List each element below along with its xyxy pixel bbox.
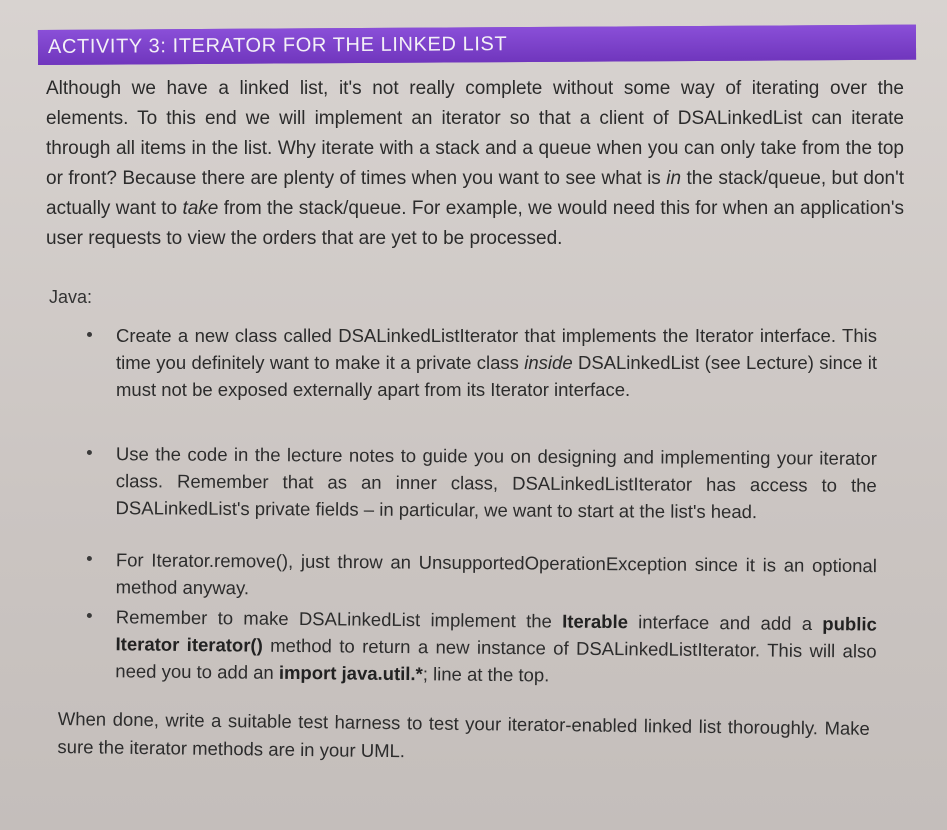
bullet-4-text-part-2: interface and add a	[627, 611, 823, 635]
bullet-icon	[87, 613, 92, 618]
list-item-text	[116, 546, 877, 607]
bullet-4-bold-iterable: Iterable	[562, 610, 629, 633]
bullet-1-text-part-1: Create a new class called DSALinkedListIterator that implements the Iterator interface. This time you definitely want to make it a private class	[116, 325, 877, 373]
activity-title: ACTIVITY 3: ITERATOR FOR THE LINKED LIST	[47, 33, 508, 58]
bullet-icon	[87, 450, 92, 455]
bullet-icon	[87, 556, 92, 561]
intro-text-part-2: the stack/queue, but don't actually want to	[46, 168, 904, 219]
list-item-text	[115, 603, 877, 700]
intro-paragraph	[46, 74, 904, 254]
bullet-3-text: For Iterator.remove(), just throw an UnsupportedOperationException since it is an optional method anyway.	[115, 549, 877, 599]
bullet-icon	[87, 332, 92, 337]
bullet-1-emphasis-inside: inside	[524, 352, 573, 373]
intro-text-part-1: Although we have a linked list, it's not really complete without some way of iterating over the elements. To this end we will implement an iterator so that a client of DSALinkedList can iterate through all items in the list. Why iterate with a stack and a queue when you can only take from the top or front? Because there are plenty of times when you want to see what is	[46, 78, 904, 189]
closing-paragraph: When done, write a suitable test harness to test your iterator-enabled linked list thoroughly. Make sure the iterator methods are in your UML.	[57, 707, 870, 762]
intro-emphasis-take: take	[182, 198, 219, 219]
bullet-1-text-part-2: DSALinkedList (see Lecture) since it must not be exposed externally apart from its Iterator interface.	[116, 352, 877, 400]
bullet-4-bold-method-signature: public Iterator iterator()	[115, 613, 877, 656]
java-section-label: Java:	[49, 287, 93, 307]
list-item	[87, 440, 877, 523]
activity-header-bar	[38, 25, 916, 65]
intro-text-part-3: from the stack/queue. For example, we would need this for when an application's user requests to view the orders that are yet to be processed.	[46, 198, 904, 249]
bullet-2-text: Use the code in the lecture notes to guide you on designing and implementing your iterator class. Remember that as an inner class, DSALinkedListIterator has access to the DSALinkedList's private fields – in particular, we want to start at the list's head.	[115, 443, 877, 523]
list-item-text	[115, 440, 877, 555]
intro-emphasis-in: in	[666, 168, 682, 189]
bullet-4-bold-import: import java.util.*	[278, 661, 423, 685]
list-item-text	[116, 322, 877, 432]
bullet-4-text-part-4: ; line at the top.	[422, 663, 550, 686]
bullet-4-text-part-3: method to return a new instance of DSALinkedListIterator. This will also need you to add an	[115, 634, 877, 683]
bullet-4-text-part-1: Remember to make DSALinkedList implement the	[115, 606, 563, 632]
